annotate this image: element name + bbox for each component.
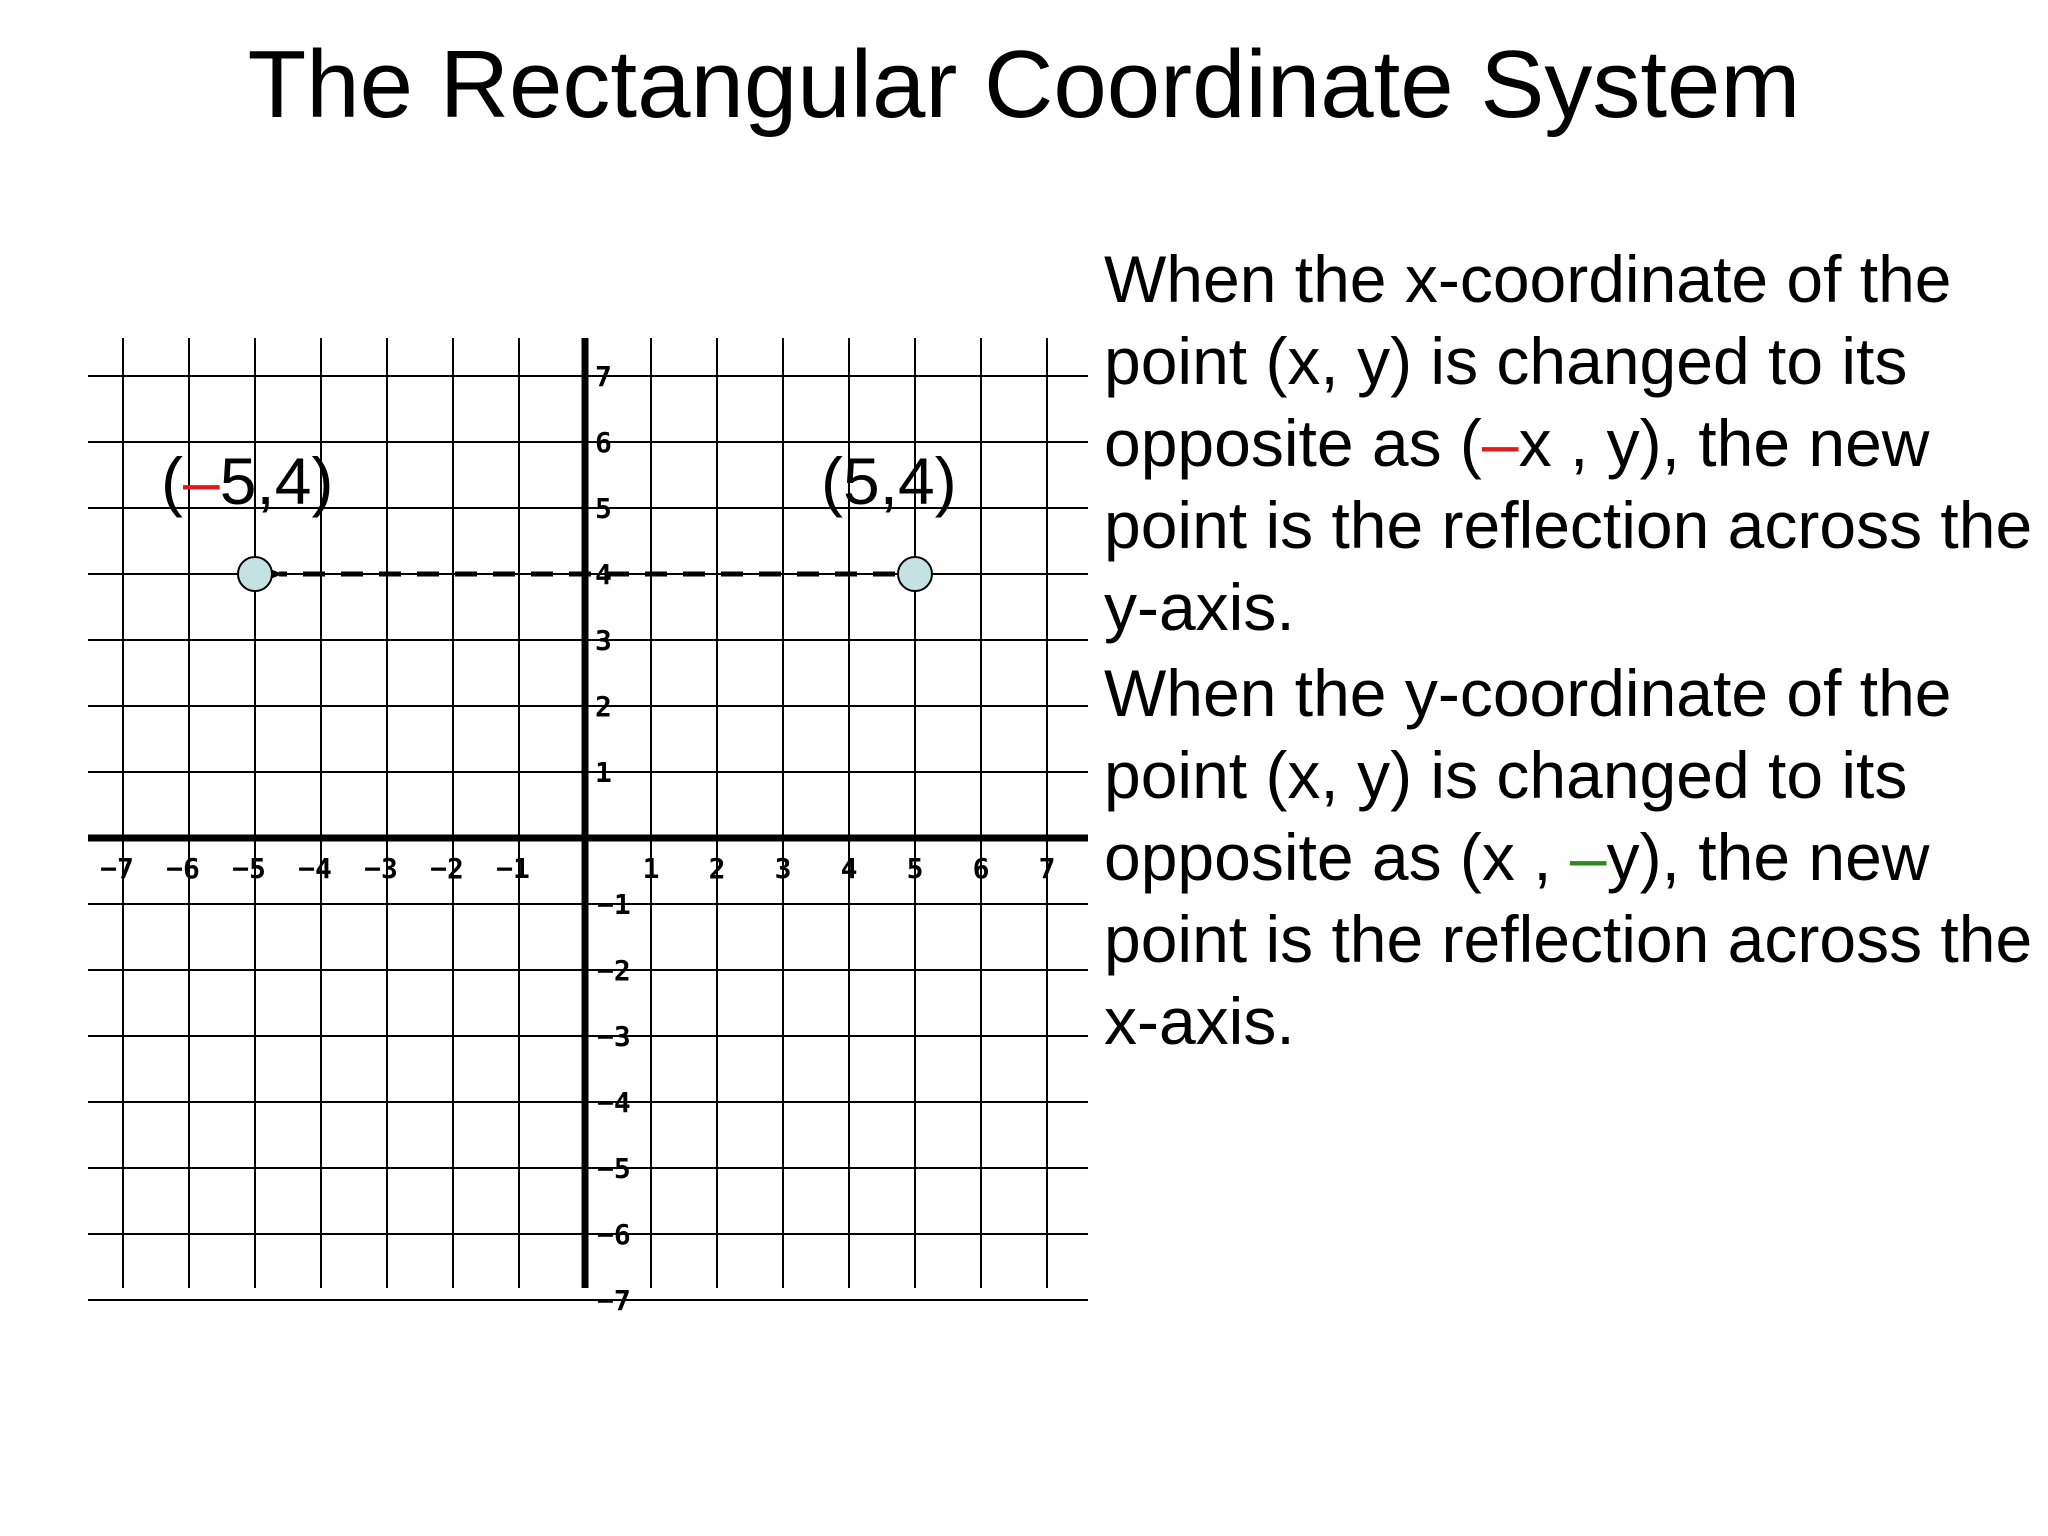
x-reflection-text-start: When the x-coordinate of the point (x, y) is changed to its opposite as ( — [1104, 242, 1952, 480]
y-tick-label: −5 — [597, 1152, 631, 1185]
x-tick-label: 2 — [708, 852, 726, 885]
x-reflection-text-end: x , y), the new point is the reflection across the y-axis. — [1104, 406, 2033, 644]
y-tick-label: 6 — [595, 426, 612, 459]
y-tick-label: −3 — [597, 1020, 631, 1053]
x-tick-label: 4 — [840, 852, 858, 885]
x-tick-label: −4 — [298, 852, 332, 885]
y-tick-label: 3 — [595, 624, 612, 657]
y-tick-label: −6 — [597, 1218, 631, 1251]
point-labels — [161, 444, 957, 518]
x-tick-label: −2 — [430, 852, 464, 885]
y-tick-label: −1 — [597, 888, 631, 921]
x-tick-label: 5 — [906, 852, 924, 885]
y-tick-label: −7 — [597, 1284, 631, 1317]
plotted-point — [238, 557, 272, 591]
x-tick-label: 1 — [642, 852, 660, 885]
explanation-text — [1104, 238, 2034, 1066]
x-tick-label: −5 — [232, 852, 266, 885]
y-negation-sign: – — [1569, 820, 1607, 894]
slide-title: The Rectangular Coordinate System — [247, 31, 1801, 138]
plotted-point — [898, 557, 932, 591]
y-reflection-paragraph — [1104, 652, 2034, 1062]
point-label-sign: – — [182, 444, 220, 518]
x-reflection-paragraph — [1104, 238, 2034, 648]
point-label — [161, 444, 333, 518]
point-label-coords: (5,4) — [821, 444, 957, 518]
point-label — [821, 444, 957, 518]
x-negation-sign: – — [1481, 406, 1519, 480]
y-tick-label: 1 — [595, 756, 612, 789]
y-reflection-text-start: When the y-coordinate of the point (x, y) is changed to its opposite as (x , — [1104, 656, 1952, 894]
y-tick-label: 5 — [595, 492, 612, 525]
y-tick-label: 4 — [595, 558, 612, 591]
x-tick-label: 3 — [774, 852, 792, 885]
x-tick-label: 7 — [1038, 852, 1056, 885]
y-tick-label: 7 — [595, 360, 612, 393]
x-tick-label: −1 — [496, 852, 530, 885]
x-tick-label: −3 — [364, 852, 398, 885]
x-tick-label: 6 — [972, 852, 990, 885]
y-tick-label: −2 — [597, 954, 631, 987]
x-tick-label: −7 — [100, 852, 134, 885]
y-tick-label: −4 — [597, 1086, 631, 1119]
x-tick-label: −6 — [166, 852, 200, 885]
point-label-coords: 5,4) — [219, 444, 334, 518]
y-tick-label: 2 — [595, 690, 612, 723]
y-reflection-text-end: y), the new point is the reflection across the x-axis. — [1104, 820, 2033, 1058]
coordinate-graph — [80, 338, 1090, 1317]
point-label-paren: ( — [161, 444, 183, 518]
